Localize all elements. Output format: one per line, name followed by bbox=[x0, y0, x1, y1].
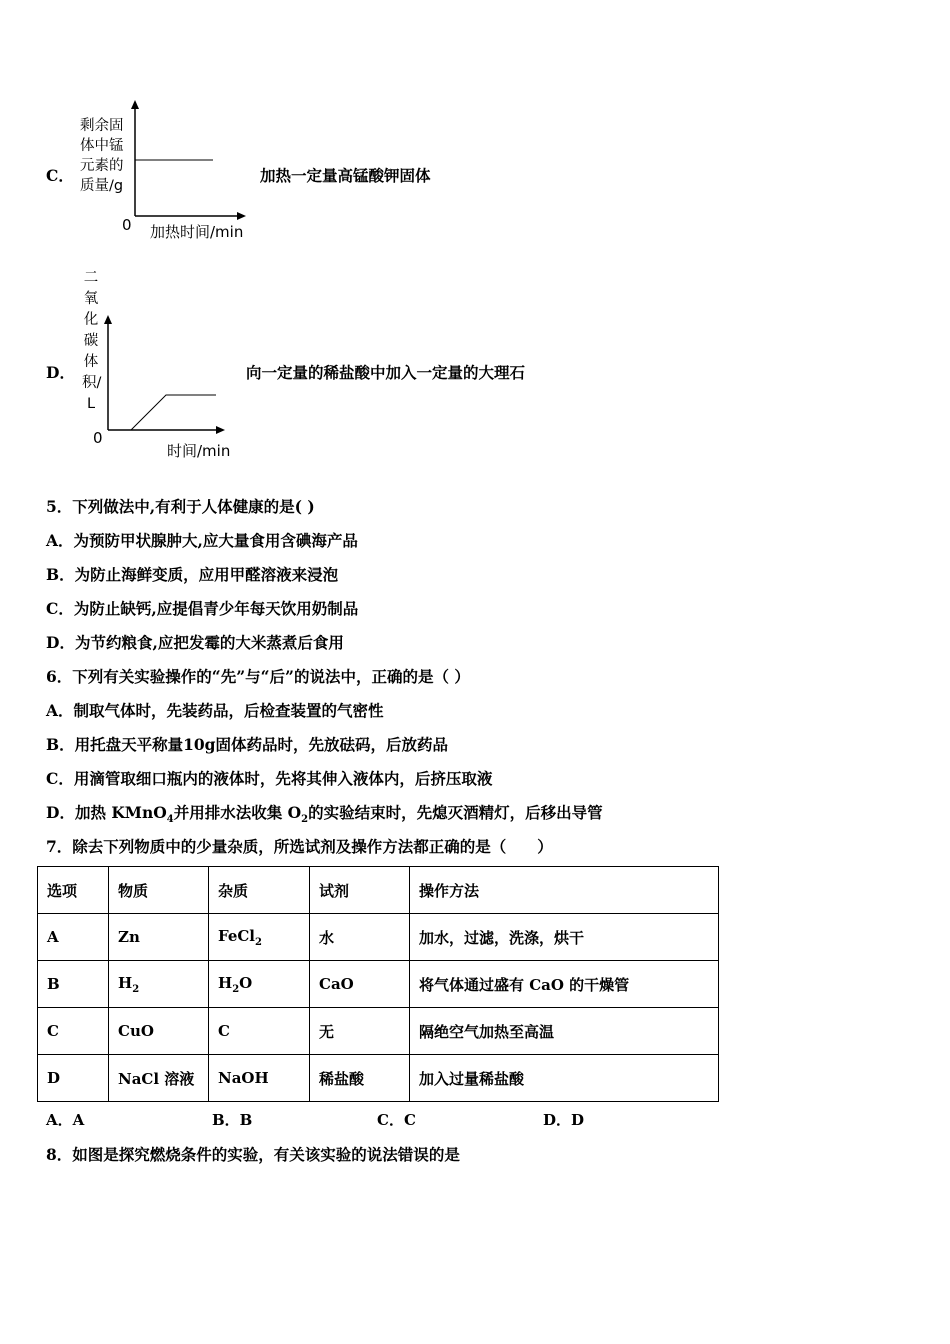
table-cell: CaO bbox=[310, 961, 410, 1008]
q8-stem bbox=[46, 1143, 460, 1165]
formula-subscript: 2 bbox=[132, 983, 140, 995]
table-cell bbox=[209, 961, 310, 1008]
graph-d-axes bbox=[98, 312, 233, 437]
table-header-cell: 选项 bbox=[38, 867, 109, 914]
table-cell bbox=[209, 914, 310, 961]
graph-d-description: 向一定量的稀盐酸中加入一定量的大理石 bbox=[246, 363, 526, 382]
q6-d-text: D．加热 KMnO bbox=[46, 803, 167, 822]
graph-d-ylabel-char: 碳 bbox=[83, 333, 99, 349]
q5-option-d: D．为节约粮食,应把发霉的大米蒸煮后食用 bbox=[46, 633, 344, 652]
graph-d-ylabel-char: 体 bbox=[83, 354, 99, 370]
table-cell: 隔绝空气加热至高温 bbox=[410, 1008, 719, 1055]
q7-table bbox=[37, 866, 719, 1102]
q5-option-a: A．为预防甲状腺肿大,应大量食用含碘海产品 bbox=[46, 531, 358, 550]
q7-stem: 7．除去下列物质中的少量杂质，所选试剂及操作方法都正确的是（ ） bbox=[46, 837, 553, 856]
graph-c-axes bbox=[125, 98, 255, 228]
table-header-cell: 杂质 bbox=[209, 867, 310, 914]
graph-d-ylabel-char: 积/ bbox=[82, 375, 102, 391]
graph-c-ylabel bbox=[80, 116, 124, 196]
table-cell: Zn bbox=[109, 914, 209, 961]
graph-c-xlabel: 加热时间/min bbox=[150, 223, 244, 241]
table-cell: NaCl 溶液 bbox=[109, 1055, 209, 1102]
table-cell: D bbox=[38, 1055, 109, 1102]
table-header-row bbox=[38, 867, 719, 914]
formula-text: H bbox=[218, 973, 233, 992]
graph-d-ylabel-char: 二 bbox=[83, 270, 99, 286]
q7-answer-b: B．B bbox=[212, 1111, 253, 1129]
graph-d-y-arrow bbox=[104, 315, 112, 324]
formula-subscript: 2 bbox=[232, 983, 240, 995]
q6-option-a: A．制取气体时，先装药品，后检查装置的气密性 bbox=[46, 701, 384, 720]
table-cell: NaOH bbox=[209, 1055, 310, 1102]
q6-d-text: 的实验结束时，先熄灭酒精灯，后移出导管 bbox=[308, 803, 603, 822]
table-row bbox=[38, 1008, 719, 1055]
table-row bbox=[38, 1055, 719, 1102]
formula-text: FeCl bbox=[218, 926, 256, 945]
formula-text: O bbox=[239, 973, 253, 992]
option-c-label: C． bbox=[46, 166, 74, 185]
graph-d-series-line bbox=[131, 395, 216, 430]
table-cell: B bbox=[38, 961, 109, 1008]
table-cell: A bbox=[38, 914, 109, 961]
q5-option-c: C．为防止缺钙,应提倡青少年每天饮用奶制品 bbox=[46, 599, 359, 618]
graph-d-x-arrow bbox=[216, 426, 225, 434]
table-cell: 稀盐酸 bbox=[310, 1055, 410, 1102]
table-cell: 将气体通过盛有 CaO 的干燥管 bbox=[410, 961, 719, 1008]
table-header-cell: 物质 bbox=[109, 867, 209, 914]
graph-c-ylabel-line: 质量/g bbox=[80, 178, 124, 194]
q6-option-d bbox=[46, 801, 603, 825]
table-header-cell: 试剂 bbox=[310, 867, 410, 914]
graph-d-ylabel-char: 氧 bbox=[83, 291, 99, 307]
option-d-label: D． bbox=[46, 363, 75, 382]
formula-subscript: 2 bbox=[255, 936, 262, 948]
graph-c-ylabel-line: 元素的 bbox=[80, 158, 124, 174]
q7-answer-d: D．D bbox=[543, 1111, 585, 1129]
q6-d-subscript: 4 bbox=[166, 814, 174, 826]
graph-c-ylabel-line: 剩余固 bbox=[80, 118, 124, 134]
q7-answer-a: A．A bbox=[46, 1111, 85, 1129]
q8-stem-emphasis: 错误 bbox=[397, 1145, 429, 1164]
table-cell: 加水，过滤，洗涤，烘干 bbox=[410, 914, 719, 961]
table-cell: 加入过量稀盐酸 bbox=[410, 1055, 719, 1102]
graph-c-ylabel-line: 体中锰 bbox=[80, 138, 124, 154]
q5-stem: 5．下列做法中,有利于人体健康的是( ) bbox=[46, 497, 315, 516]
formula-text: H bbox=[118, 973, 133, 992]
graph-d-ylabel-char: 化 bbox=[83, 312, 99, 328]
q6-d-subscript: 2 bbox=[301, 814, 309, 826]
table-row bbox=[38, 961, 719, 1008]
graph-c-description: 加热一定量高锰酸钾固体 bbox=[260, 166, 431, 185]
graph-d-ylabel-char: L bbox=[86, 396, 96, 412]
table-cell: 无 bbox=[310, 1008, 410, 1055]
q8-stem-text: 的是 bbox=[428, 1145, 460, 1164]
table-row bbox=[38, 914, 719, 961]
graph-c-x-arrow bbox=[237, 212, 246, 220]
table-cell: 水 bbox=[310, 914, 410, 961]
q6-d-text: 并用排水法收集 O bbox=[173, 803, 302, 822]
q6-stem: 6．下列有关实验操作的“先”与“后”的说法中，正确的是（ ） bbox=[46, 667, 470, 686]
q7-answer-c: C．C bbox=[377, 1111, 416, 1129]
graph-d-origin: 0 bbox=[93, 429, 103, 447]
q6-option-b: B．用托盘天平称量10g固体药品时，先放砝码，后放药品 bbox=[46, 735, 449, 754]
q8-stem-text: 8．如图是探究燃烧条件的实验，有关该实验的说法 bbox=[46, 1145, 398, 1164]
table-cell: CuO bbox=[109, 1008, 209, 1055]
graph-c-origin: 0 bbox=[122, 216, 132, 234]
table-header-cell: 操作方法 bbox=[410, 867, 719, 914]
table-cell: C bbox=[209, 1008, 310, 1055]
graph-c-y-arrow bbox=[131, 100, 139, 109]
q5-option-b: B．为防止海鲜变质，应用甲醛溶液来浸泡 bbox=[46, 565, 339, 584]
graph-d-xlabel: 时间/min bbox=[167, 442, 231, 460]
table-cell: C bbox=[38, 1008, 109, 1055]
q6-option-c: C．用滴管取细口瓶内的液体时，先将其伸入液体内，后挤压取液 bbox=[46, 769, 493, 788]
table-cell bbox=[109, 961, 209, 1008]
